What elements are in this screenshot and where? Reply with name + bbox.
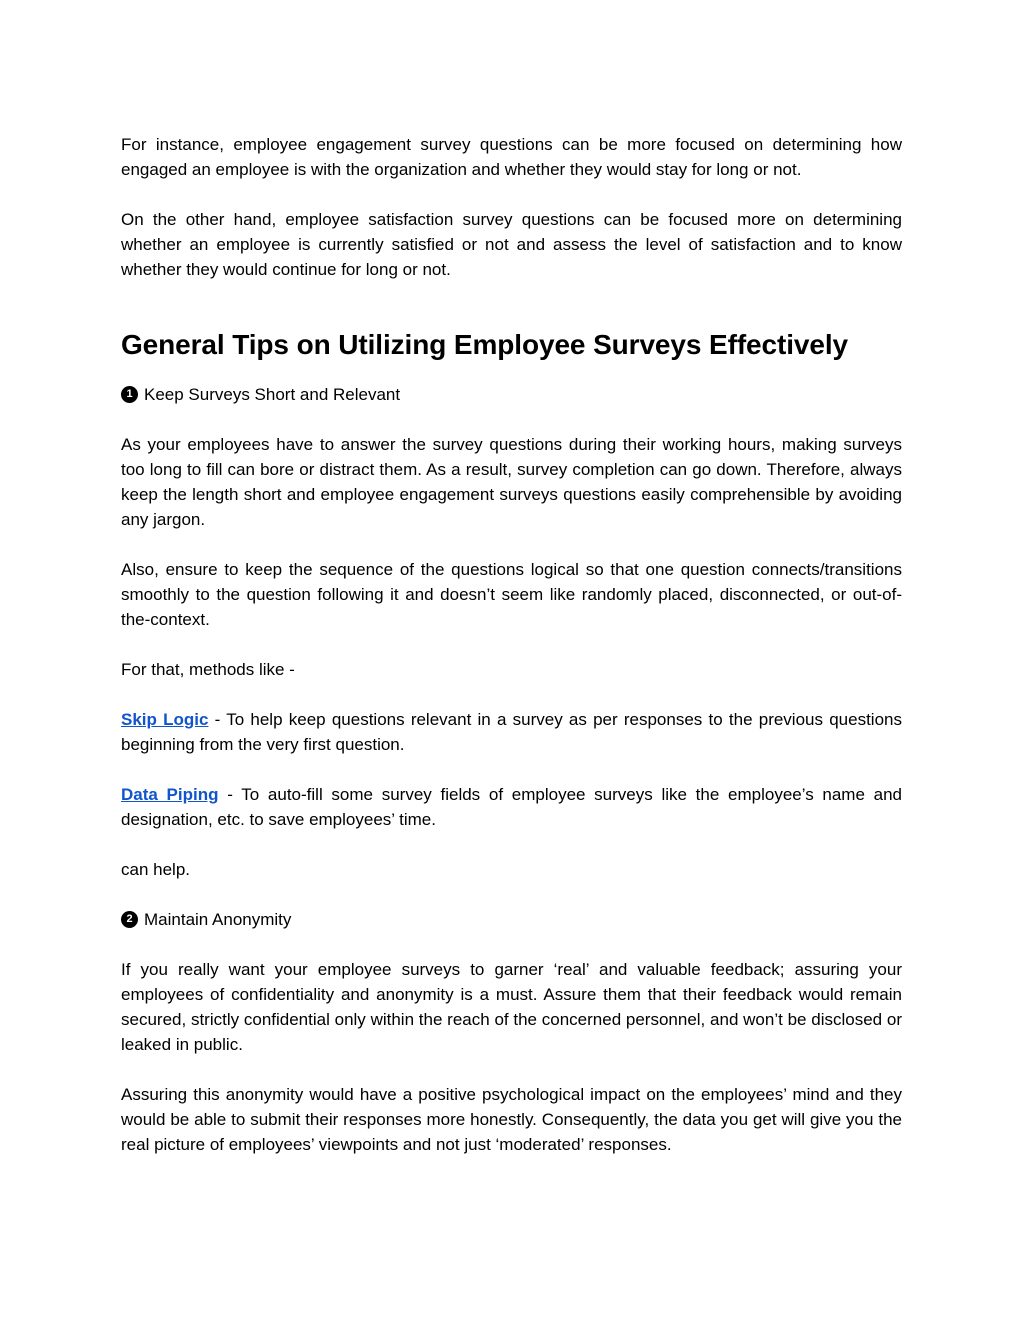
tip-1-paragraph-length: As your employees have to answer the survey questions during their working hours, making surveys too long to fill can bore or distract them. As a result, survey completion can go down. Therefore, always keep the length short and employee engagement surveys questions easily comprehensible by avoiding any jargon.	[121, 435, 902, 529]
data-piping-paragraph	[121, 782, 902, 832]
tip-1-heading	[121, 382, 902, 407]
tip-2-paragraph-confidentiality: If you really want your employee surveys to garner ‘real’ and valuable feedback; assuring your employees of confidentiality and anonymity is a must. Assure them that their feedback would remain secured, strictly confidential only within the reach of the concerned personnel, and won’t be disclosed or leaked in public.	[121, 960, 902, 1054]
paragraph-satisfaction: On the other hand, employee satisfaction survey questions can be focused more on determining whether an employee is currently satisfied or not and assess the level of satisfaction and to know whether they would continue for long or not.	[121, 210, 902, 279]
tip-1-label: Keep Surveys Short and Relevant	[144, 385, 401, 404]
number-two-icon: 2	[121, 911, 138, 928]
data-piping-link[interactable]: Data Piping	[121, 785, 219, 804]
document-page	[121, 132, 902, 1157]
tip-1-paragraph-methods: For that, methods like -	[121, 660, 295, 679]
section-heading: General Tips on Utilizing Employee Surveys Effectively	[121, 329, 848, 360]
tip-2-heading	[121, 907, 902, 932]
tip-2-label: Maintain Anonymity	[144, 910, 292, 929]
tip-1-paragraph-sequence: Also, ensure to keep the sequence of the questions logical so that one question connects/transitions smoothly to the question following it and doesn’t seem like randomly placed, disconnected, or out-of-the-context.	[121, 560, 902, 629]
number-one-icon: 1	[121, 386, 138, 403]
tip-2-paragraph-impact: Assuring this anonymity would have a positive psychological impact on the employees’ mind and they would be able to submit their responses more honestly. Consequently, the data you get will give you the real picture of employees’ viewpoints and not just ‘moderated’ responses.	[121, 1085, 902, 1154]
data-piping-description: - To auto-fill some survey fields of employee surveys like the employee’s name and designation, etc. to save employees’ time.	[121, 785, 902, 829]
skip-logic-link[interactable]: Skip Logic	[121, 710, 209, 729]
skip-logic-description: - To help keep questions relevant in a survey as per responses to the previous questions beginning from the very first question.	[121, 710, 902, 754]
paragraph-engagement: For instance, employee engagement survey questions can be more focused on determining how engaged an employee is with the organization and whether they would stay for long or not.	[121, 135, 902, 179]
tip-1-paragraph-can-help: can help.	[121, 860, 190, 879]
skip-logic-paragraph	[121, 707, 902, 757]
